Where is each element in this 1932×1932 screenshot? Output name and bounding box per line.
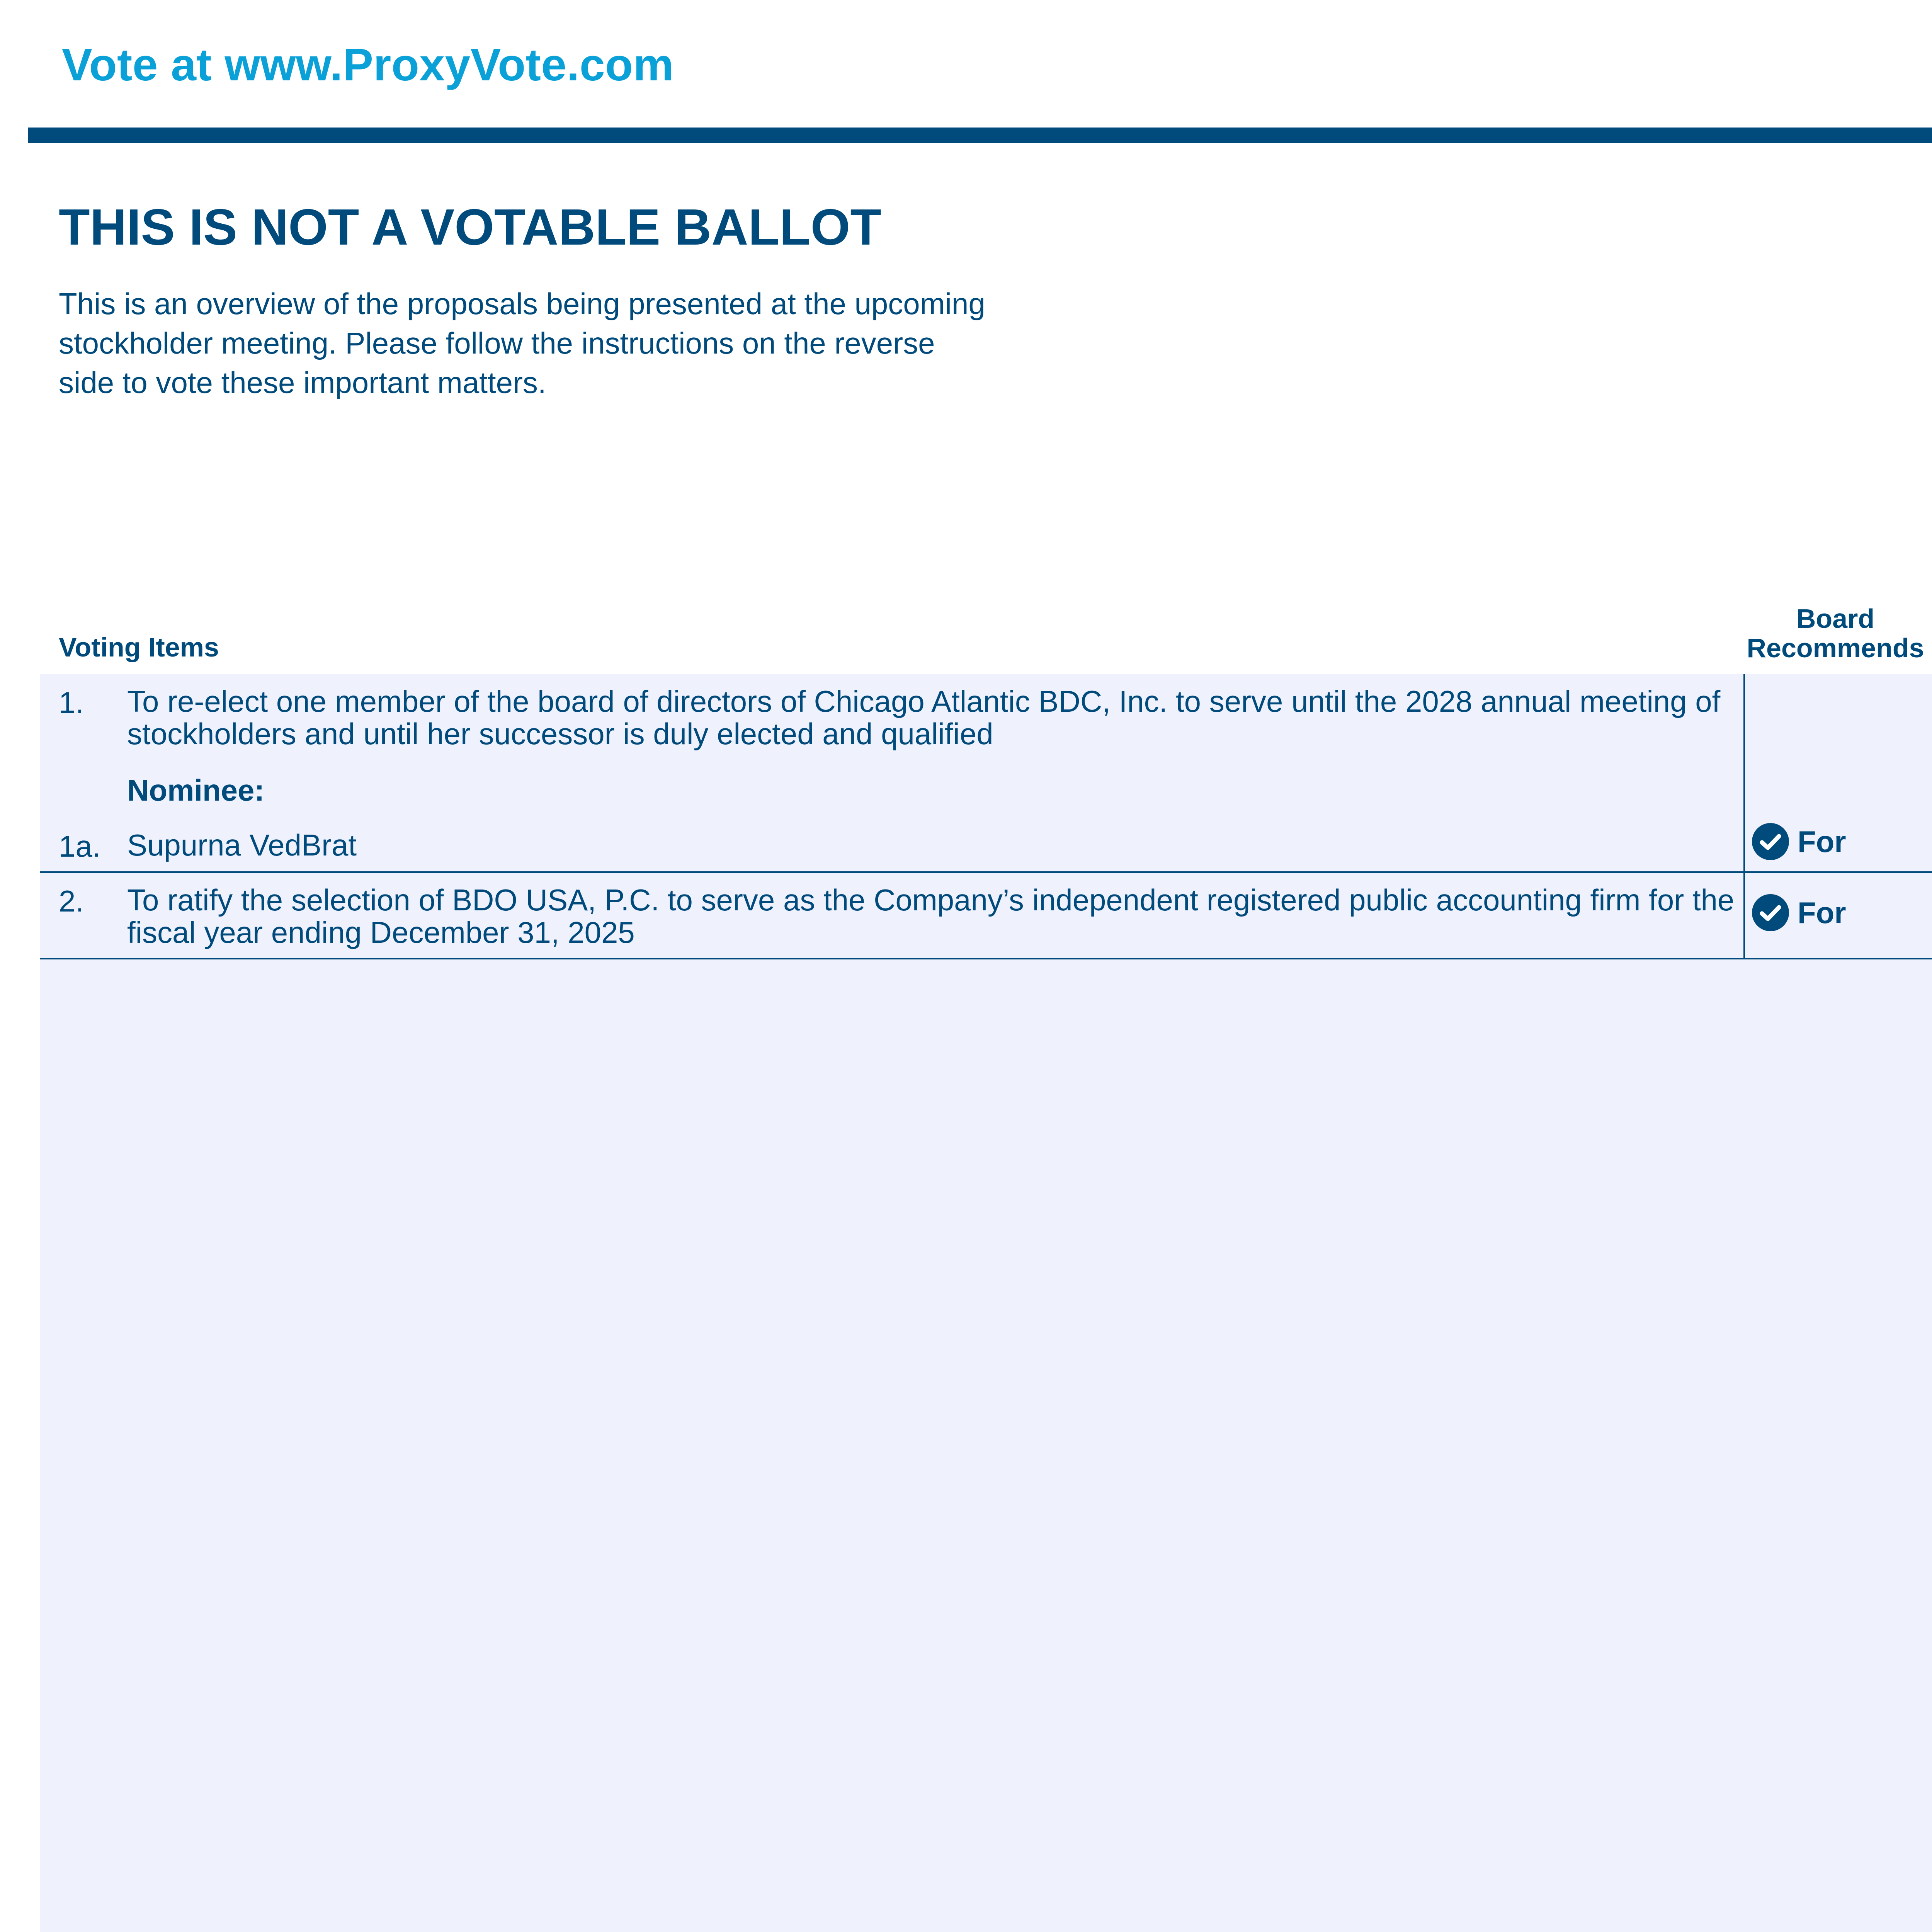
header-divider [28, 128, 1932, 143]
nominee-name: Supurna VedBrat [127, 828, 357, 862]
item-number: 2. [59, 884, 84, 918]
recommendation-label: For [1798, 824, 1846, 859]
voting-items-panel [40, 674, 1932, 1932]
voting-item-row [40, 674, 1932, 873]
recommendation-label: For [1798, 895, 1846, 930]
nominee-heading: Nominee: [127, 773, 265, 807]
voting-items-header: Voting Items [59, 632, 219, 662]
check-circle-icon [1752, 823, 1789, 860]
item-number: 1. [59, 685, 84, 719]
board-recommendation [1752, 823, 1846, 860]
voting-item-row [40, 873, 1932, 959]
check-circle-icon [1752, 894, 1789, 931]
vote-url-heading: Vote at www.ProxyVote.com [62, 39, 674, 90]
nominee-number: 1a. [59, 829, 101, 863]
page-title: THIS IS NOT A VOTABLE BALLOT [59, 199, 882, 255]
intro-paragraph: This is an overview of the proposals being presented at the upcoming stockholder meeting. Please follow the instructions on the reverse side to vote these important matters. [59, 287, 985, 400]
item-description: To ratify the selection of BDO USA, P.C. to serve as the Company’s independent registered public accounting firm for the fiscal year ending December 31, 2025 [127, 883, 1735, 949]
board-recommends-header: Board Recommends [1747, 604, 1924, 663]
board-recommendation [1752, 894, 1846, 931]
item-description: To re-elect one member of the board of directors of Chicago Atlantic BDC, Inc. to serve until the 2028 annual meeting of stockholders and until her successor is duly elected and qualified [127, 684, 1721, 751]
